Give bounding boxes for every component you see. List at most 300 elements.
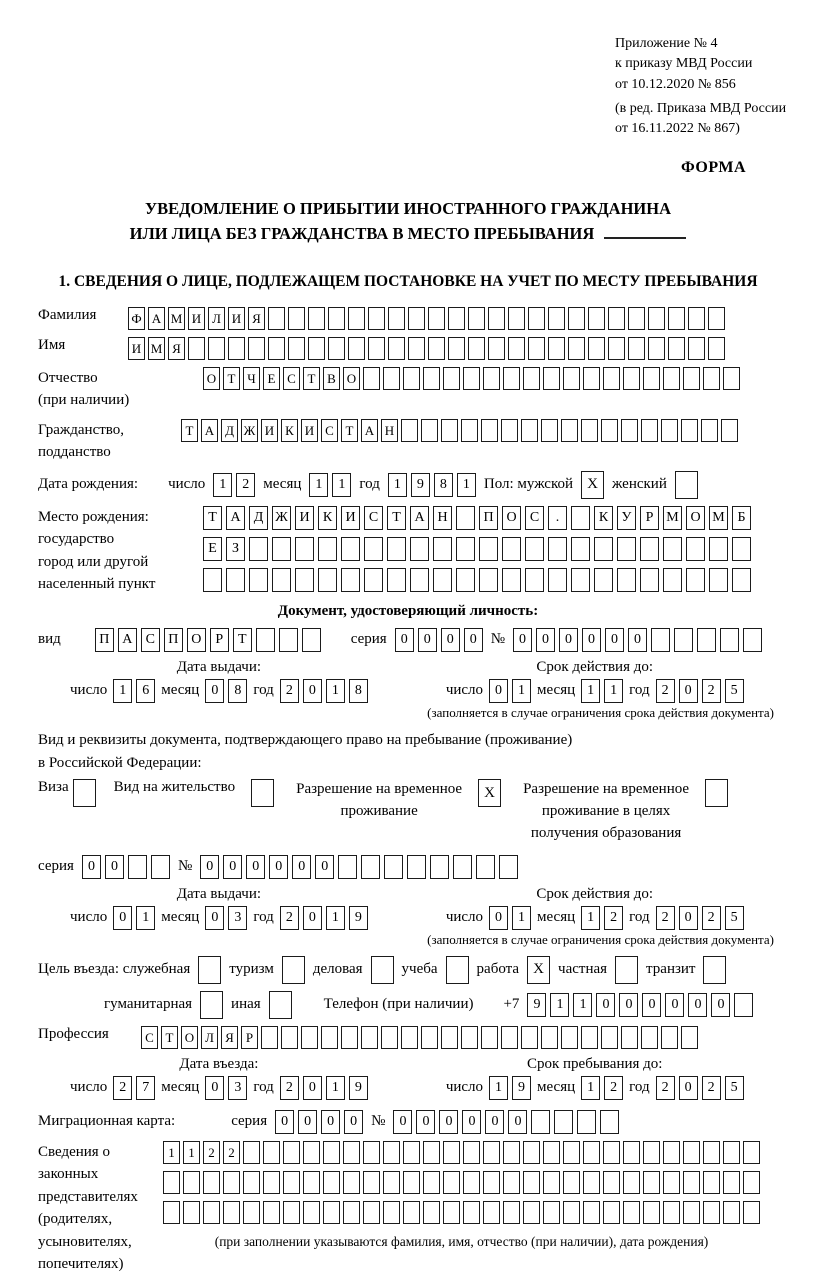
form-cell xyxy=(628,337,645,360)
form-cell xyxy=(388,337,405,360)
form-cell xyxy=(703,1141,720,1164)
form-cell xyxy=(528,337,545,360)
sex-female-label: женский xyxy=(612,476,667,493)
month-label: месяц xyxy=(161,682,200,699)
form-cell: 0 xyxy=(303,1076,322,1100)
form-cell: А xyxy=(226,506,245,530)
fill-note: (при заполнении указываются фамилия, имя, отчество (при наличии), дата рождения) xyxy=(214,1233,709,1249)
form-cell xyxy=(283,1201,300,1224)
form-cell xyxy=(543,1141,560,1164)
form-cell xyxy=(407,855,426,879)
form-cell xyxy=(421,419,438,442)
form-cell xyxy=(249,537,268,561)
form-cell xyxy=(648,307,665,330)
form-cell: 0 xyxy=(303,679,322,703)
form-cell xyxy=(479,568,498,592)
form-cell: Я xyxy=(221,1026,238,1049)
form-cell xyxy=(481,419,498,442)
citizenship-cells xyxy=(181,419,738,442)
form-cell: Т xyxy=(387,506,406,530)
form-cell: Д xyxy=(249,506,268,530)
form-cell xyxy=(461,1026,478,1049)
form-cell: П xyxy=(479,506,498,530)
purpose-tourism-label: туризм xyxy=(229,961,274,978)
form-cell: 1 xyxy=(512,679,531,703)
form-cell xyxy=(288,307,305,330)
form-cell xyxy=(643,1171,660,1194)
form-cell xyxy=(433,568,452,592)
year-label: год xyxy=(253,1079,274,1096)
form-cell xyxy=(463,1171,480,1194)
form-cell: 1 xyxy=(581,679,600,703)
form-cell xyxy=(318,568,337,592)
form-cell: Ф xyxy=(128,307,145,330)
form-cell xyxy=(228,337,245,360)
form-cell xyxy=(621,1026,638,1049)
form-cell xyxy=(408,307,425,330)
annex-line: к приказу МВД России xyxy=(615,56,753,72)
day-label: число xyxy=(70,682,108,699)
number-label: № xyxy=(490,631,505,648)
representatives-row3-cells xyxy=(163,1201,760,1224)
form-cell: 0 xyxy=(321,1110,340,1134)
form-cell: 0 xyxy=(711,993,730,1017)
forma-label: ФОРМА xyxy=(680,159,746,177)
id-valid-month-cells xyxy=(581,679,623,703)
form-cell: Т xyxy=(233,628,252,652)
form-cell xyxy=(523,1141,540,1164)
form-cell xyxy=(709,568,728,592)
form-cell: С xyxy=(283,367,300,390)
form-cell xyxy=(594,537,613,561)
field-migration-card xyxy=(38,1110,778,1134)
stay-day-cells xyxy=(489,1076,531,1100)
form-cell xyxy=(476,855,495,879)
form-cell xyxy=(502,537,521,561)
form-cell xyxy=(128,855,147,879)
form-cell: 0 xyxy=(508,1110,527,1134)
visa-checkbox xyxy=(73,779,96,807)
form-cell: 0 xyxy=(688,993,707,1017)
form-cell xyxy=(443,1171,460,1194)
form-cell: П xyxy=(95,628,114,652)
purpose-other-checkbox xyxy=(269,991,292,1019)
form-cell xyxy=(601,419,618,442)
form-cell xyxy=(683,1171,700,1194)
form-cell xyxy=(548,337,565,360)
form-cell xyxy=(368,337,385,360)
form-cell: З xyxy=(226,537,245,561)
form-cell: О xyxy=(181,1026,198,1049)
form-cell: 0 xyxy=(393,1110,412,1134)
form-cell: Р xyxy=(210,628,229,652)
form-cell xyxy=(323,1201,340,1224)
form-cell xyxy=(683,1201,700,1224)
form-cell xyxy=(279,628,298,652)
form-cell xyxy=(295,568,314,592)
form-cell: 0 xyxy=(665,993,684,1017)
form-cell xyxy=(328,307,345,330)
form-cell xyxy=(248,337,265,360)
form-cell xyxy=(423,1201,440,1224)
form-cell xyxy=(502,568,521,592)
form-cell: Я xyxy=(248,307,265,330)
field-birth-date xyxy=(38,471,778,499)
form-cell xyxy=(268,307,285,330)
form-cell xyxy=(223,1201,240,1224)
form-cell xyxy=(403,367,420,390)
form-cell xyxy=(388,307,405,330)
patronymic-cells xyxy=(203,367,740,390)
form-cell: 0 xyxy=(275,1110,294,1134)
year-label: год xyxy=(253,909,274,926)
day-label: число xyxy=(445,909,484,926)
sex-male-label: Пол: мужской xyxy=(483,476,574,493)
form-cell xyxy=(302,628,321,652)
form-cell xyxy=(503,367,520,390)
form-cell xyxy=(661,1026,678,1049)
identity-doc-heading: Документ, удостоверяющий личность: xyxy=(277,602,539,619)
form-cell: А xyxy=(201,419,218,442)
birthplace-row1-cells xyxy=(203,506,751,530)
field-entry-purpose xyxy=(38,956,778,984)
form-cell xyxy=(521,1026,538,1049)
form-cell xyxy=(483,1141,500,1164)
id-issue-day-cells xyxy=(113,679,155,703)
form-cell: Р xyxy=(241,1026,258,1049)
form-cell: И xyxy=(228,307,245,330)
form-cell xyxy=(723,1201,740,1224)
form-cell xyxy=(441,1026,458,1049)
day-label: число xyxy=(168,476,206,493)
form-cell xyxy=(203,568,222,592)
form-cell xyxy=(608,307,625,330)
form-cell xyxy=(643,1141,660,1164)
form-cell: А xyxy=(361,419,378,442)
form-cell xyxy=(563,1201,580,1224)
day-label: число xyxy=(70,1079,108,1096)
month-label: месяц xyxy=(161,909,200,926)
form-cell xyxy=(663,1141,680,1164)
form-cell xyxy=(663,568,682,592)
form-cell xyxy=(384,855,403,879)
vid-label: вид xyxy=(38,631,61,648)
form-cell: 0 xyxy=(441,628,460,652)
form-cell xyxy=(401,1026,418,1049)
form-cell: 9 xyxy=(527,993,546,1017)
form-cell xyxy=(603,1201,620,1224)
form-cell: К xyxy=(318,506,337,530)
purpose-humanitarian-label: гуманитарная xyxy=(104,996,193,1013)
form-cell xyxy=(541,419,558,442)
surname-label: Фамилия xyxy=(38,306,97,323)
field-id-type xyxy=(38,628,778,652)
annex-line: от 10.12.2020 № 856 xyxy=(615,76,736,92)
form-cell: 2 xyxy=(223,1141,240,1164)
form-cell: 1 xyxy=(326,1076,345,1100)
form-cell: М xyxy=(663,506,682,530)
form-cell xyxy=(226,568,245,592)
form-cell: С xyxy=(141,628,160,652)
form-cell: Т xyxy=(303,367,320,390)
representatives-row2-cells xyxy=(163,1171,760,1194)
permit-dates xyxy=(38,886,778,930)
sex-female-checkbox xyxy=(675,471,698,499)
form-cell xyxy=(453,855,472,879)
restriction-note: (заполняется в случае ограничения срока действия документа) xyxy=(427,704,774,720)
form-cell: 2 xyxy=(280,1076,299,1100)
form-cell: 0 xyxy=(679,679,698,703)
form-cell xyxy=(588,337,605,360)
form-cell xyxy=(263,1141,280,1164)
form-cell xyxy=(583,1141,600,1164)
valid-until-label: Срок действия до: xyxy=(536,885,654,902)
residence-doc-options xyxy=(38,779,778,844)
form-cell xyxy=(479,537,498,561)
form-cell xyxy=(321,1026,338,1049)
form-cell xyxy=(651,628,670,652)
form-cell xyxy=(468,337,485,360)
form-cell xyxy=(338,855,357,879)
form-cell xyxy=(723,1171,740,1194)
form-cell xyxy=(343,1141,360,1164)
form-cell xyxy=(617,537,636,561)
day-label: число xyxy=(70,909,108,926)
form-cell xyxy=(525,568,544,592)
form-cell xyxy=(208,337,225,360)
form-cell xyxy=(608,337,625,360)
form-cell xyxy=(283,1141,300,1164)
form-cell xyxy=(721,419,738,442)
form-cell xyxy=(643,1201,660,1224)
phone-cells xyxy=(527,993,753,1017)
purpose-humanitarian-checkbox xyxy=(200,991,223,1019)
phone-label: Телефон (при наличии) xyxy=(323,996,474,1013)
purpose-private-label: частная xyxy=(558,961,608,978)
form-cell xyxy=(363,1171,380,1194)
form-cell xyxy=(308,337,325,360)
form-cell: 0 xyxy=(292,855,311,879)
form-cell xyxy=(268,337,285,360)
form-cell xyxy=(428,337,445,360)
form-cell xyxy=(249,568,268,592)
form-title-line2: ИЛИ ЛИЦА БЕЗ ГРАЖДАНСТВА В МЕСТО ПРЕБЫВАНИЯ xyxy=(38,222,778,247)
form-cell: 8 xyxy=(349,679,368,703)
form-cell xyxy=(628,307,645,330)
form-cell xyxy=(463,1141,480,1164)
form-cell xyxy=(387,537,406,561)
permit-issue-day-cells xyxy=(113,906,155,930)
form-cell: Р xyxy=(640,506,659,530)
form-cell xyxy=(554,1110,573,1134)
form-cell: Л xyxy=(208,307,225,330)
form-cell: И xyxy=(301,419,318,442)
form-cell: 0 xyxy=(303,906,322,930)
form-cell: 1 xyxy=(113,679,132,703)
purpose-study-label: учеба xyxy=(401,961,438,978)
day-label: число xyxy=(445,1079,484,1096)
form-cell xyxy=(563,367,580,390)
field-purpose-extra-phone xyxy=(38,991,778,1019)
purpose-work-checkbox: X xyxy=(527,956,550,984)
annex-line: (в ред. Приказа МВД России xyxy=(615,100,787,116)
id-issue-month-cells xyxy=(205,679,247,703)
form-cell xyxy=(603,1141,620,1164)
form-cell: Е xyxy=(263,367,280,390)
month-label: месяц xyxy=(537,682,576,699)
form-cell xyxy=(341,568,360,592)
form-cell xyxy=(348,337,365,360)
field-surname xyxy=(38,307,778,330)
form-cell xyxy=(525,537,544,561)
form-cell xyxy=(501,1026,518,1049)
form-cell: 0 xyxy=(605,628,624,652)
edu-permit-checkbox xyxy=(705,779,728,807)
permit-issue-year-cells xyxy=(280,906,368,930)
month-label: месяц xyxy=(537,1079,576,1096)
form-cell xyxy=(163,1171,180,1194)
form-cell xyxy=(663,367,680,390)
mig-seriya-cells xyxy=(275,1110,363,1134)
permit-number-cells xyxy=(200,855,518,879)
field-patronymic xyxy=(38,367,778,412)
form-cell xyxy=(640,537,659,561)
seriya-label: серия xyxy=(38,858,74,875)
form-cell: И xyxy=(188,307,205,330)
form-cell: Д xyxy=(221,419,238,442)
form-cell xyxy=(571,506,590,530)
birth-month-cells xyxy=(309,473,351,497)
form-cell xyxy=(703,1201,720,1224)
form-cell xyxy=(583,1171,600,1194)
form-cell xyxy=(641,1026,658,1049)
form-cell: 2 xyxy=(656,679,675,703)
form-cell xyxy=(363,367,380,390)
birthplace-row3-cells xyxy=(203,568,751,592)
visa-label: Виза xyxy=(38,779,69,796)
profession-cells xyxy=(141,1026,698,1049)
form-cell xyxy=(594,568,613,592)
form-cell xyxy=(743,1141,760,1164)
form-cell: 1 xyxy=(489,1076,508,1100)
form-cell: М xyxy=(148,337,165,360)
form-cell xyxy=(456,537,475,561)
form-cell xyxy=(323,1171,340,1194)
year-label: год xyxy=(629,909,650,926)
profession-label: Профессия xyxy=(38,1025,109,1042)
form-cell: Н xyxy=(433,506,452,530)
surname-cells xyxy=(128,307,725,330)
temp-permit-label: Разрешение на временное проживание xyxy=(296,781,463,820)
year-label: год xyxy=(359,476,380,493)
form-cell xyxy=(709,537,728,561)
form-cell: И xyxy=(128,337,145,360)
form-cell xyxy=(423,367,440,390)
form-cell xyxy=(648,337,665,360)
form-cell: 2 xyxy=(604,1076,623,1100)
form-cell xyxy=(343,1201,360,1224)
form-cell: Т xyxy=(341,419,358,442)
form-cell: 0 xyxy=(315,855,334,879)
form-cell xyxy=(583,367,600,390)
form-cell xyxy=(151,855,170,879)
residence-permit-label: Вид на жительство xyxy=(113,779,236,796)
purpose-official-label: Цель въезда: служебная xyxy=(38,961,191,978)
form-cell xyxy=(488,337,505,360)
form-cell: 0 xyxy=(416,1110,435,1134)
form-cell xyxy=(621,419,638,442)
form-cell: Е xyxy=(203,537,222,561)
id-valid-day-cells xyxy=(489,679,531,703)
form-cell xyxy=(308,307,325,330)
form-cell: С xyxy=(141,1026,158,1049)
form-cell xyxy=(288,337,305,360)
form-cell xyxy=(663,537,682,561)
form-cell: 0 xyxy=(485,1110,504,1134)
form-cell: 5 xyxy=(725,906,744,930)
form-cell xyxy=(503,1141,520,1164)
form-cell: Ж xyxy=(241,419,258,442)
form-cell xyxy=(303,1141,320,1164)
stay-until-label: Срок пребывания до: xyxy=(526,1055,663,1072)
form-cell: Т xyxy=(181,419,198,442)
form-cell xyxy=(531,1110,550,1134)
valid-until-label: Срок действия до: xyxy=(536,658,654,675)
id-seriya-cells xyxy=(395,628,483,652)
form-cell xyxy=(683,367,700,390)
form-cell xyxy=(303,1171,320,1194)
form-cell xyxy=(461,419,478,442)
form-cell xyxy=(688,337,705,360)
title-blank-line xyxy=(604,223,686,239)
form-cell xyxy=(381,1026,398,1049)
form-cell xyxy=(640,568,659,592)
form-cell: О xyxy=(686,506,705,530)
form-cell: И xyxy=(261,419,278,442)
form-cell: Т xyxy=(223,367,240,390)
form-cell xyxy=(403,1171,420,1194)
entry-month-cells xyxy=(205,1076,247,1100)
form-cell: 7 xyxy=(136,1076,155,1100)
entry-day-cells xyxy=(113,1076,155,1100)
form-cell xyxy=(263,1171,280,1194)
form-cell xyxy=(581,1026,598,1049)
annex-line: Приложение № 4 xyxy=(615,36,718,51)
form-cell xyxy=(577,1110,596,1134)
form-cell: 0 xyxy=(513,628,532,652)
form-cell xyxy=(441,419,458,442)
field-citizenship xyxy=(38,419,778,464)
form-cell: 9 xyxy=(411,473,430,497)
form-cell xyxy=(568,337,585,360)
form-cell xyxy=(421,1026,438,1049)
form-cell xyxy=(456,506,475,530)
form-cell xyxy=(703,1171,720,1194)
form-cell xyxy=(686,568,705,592)
form-cell xyxy=(318,537,337,561)
form-cell xyxy=(481,1026,498,1049)
id-valid-year-cells xyxy=(656,679,744,703)
form-cell xyxy=(561,419,578,442)
form-cell xyxy=(663,1171,680,1194)
form-cell xyxy=(303,1201,320,1224)
entry-stay-dates xyxy=(38,1056,778,1100)
form-cell xyxy=(723,367,740,390)
entry-date-label: Дата въезда: xyxy=(179,1055,259,1072)
form-cell xyxy=(732,537,751,561)
form-cell xyxy=(423,1141,440,1164)
form-cell xyxy=(732,568,751,592)
